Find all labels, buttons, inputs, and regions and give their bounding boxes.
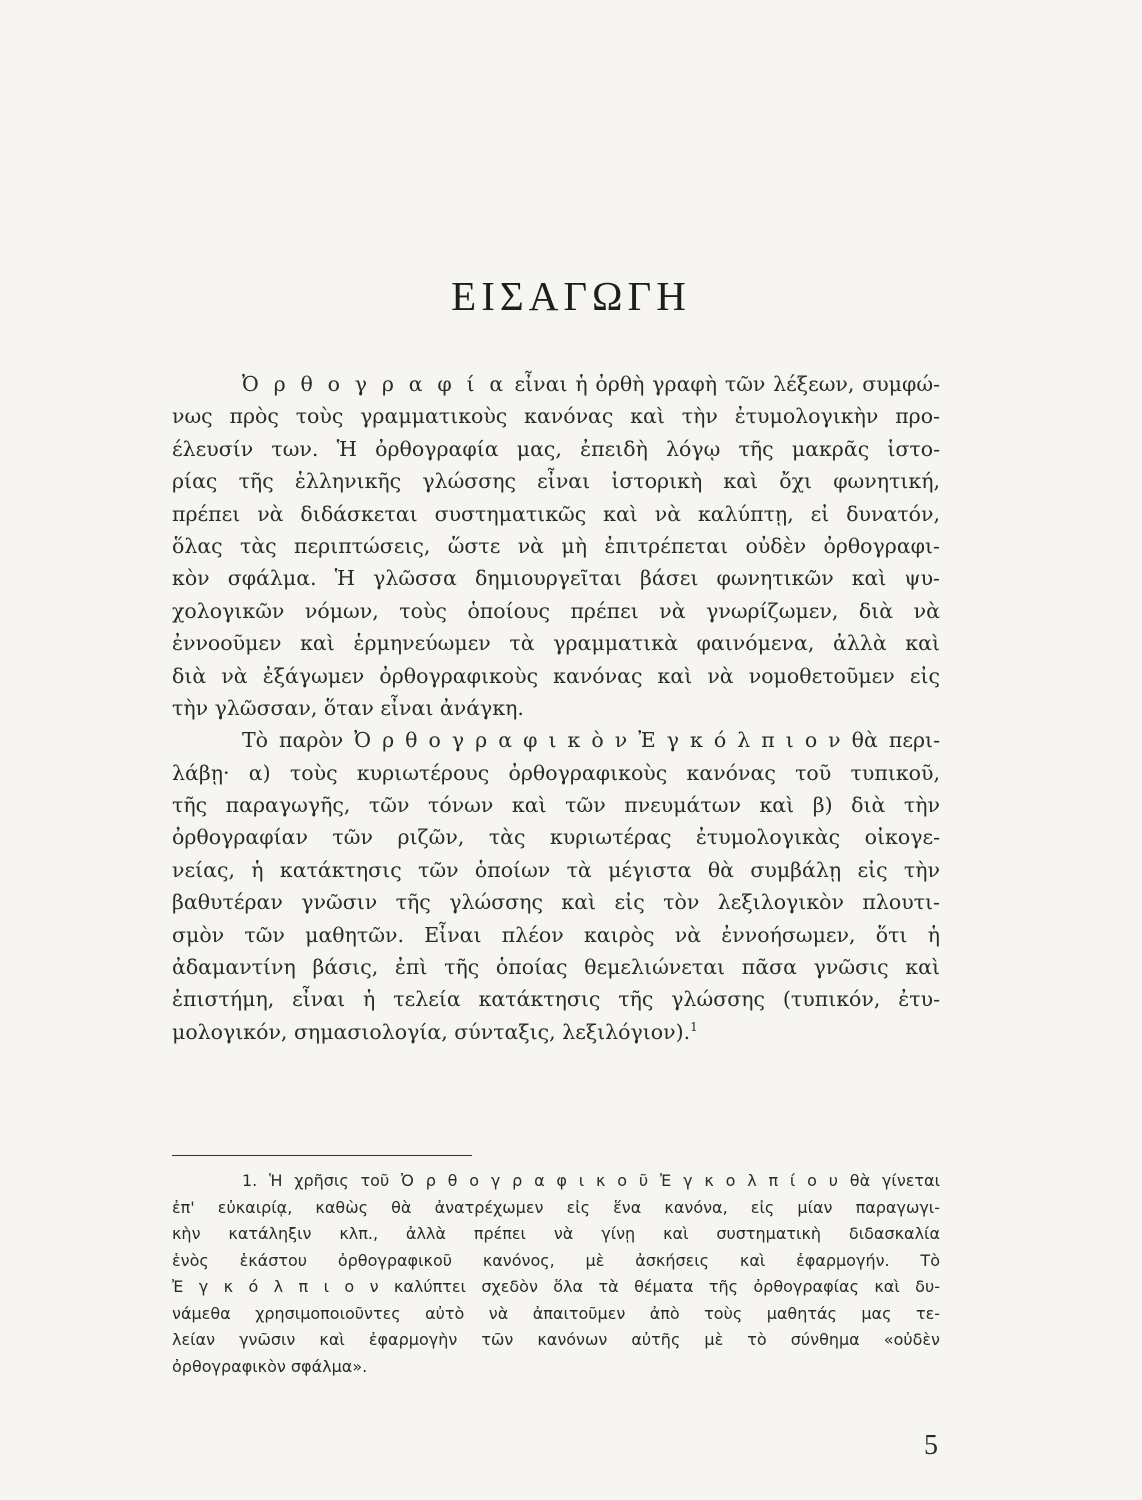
- text-line: νως πρὸς τοὺς γραμματικοὺς κανόνας καὶ τὴν ἐτυμολογικὴν προ-: [172, 404, 940, 429]
- footnote-line: 1. Ἡ χρῆσις τοῦ Ὀ ρ θ ο γ ρ α φ ι κ ο ῦ Ἐ γ κ ο λ π ί ο υ θὰ γίνεται: [242, 1171, 940, 1190]
- footnote-reference: 1: [690, 1019, 698, 1034]
- text-line: Τὸ παρὸν Ὀ ρ θ ο γ ρ α φ ι κ ὸ ν Ἐ γ κ ό λ π ι ο ν θὰ περι-: [242, 728, 940, 753]
- page-number: 5: [924, 1430, 938, 1461]
- footnote-line: νάμεθα χρησιμοποιοῦντες αὐτὸ νὰ ἀπαιτοῦμεν ἀπὸ τοὺς μαθητάς μας τε-: [172, 1303, 940, 1323]
- text-line: ὅλας τὰς περιπτώσεις, ὥστε νὰ μὴ ἐπιτρέπεται οὐδὲν ὀρθογραφι-: [172, 533, 940, 558]
- text-line: βαθυτέραν γνῶσιν τῆς γλώσσης καὶ εἰς τὸν λεξιλογικὸν πλουτι-: [172, 890, 940, 915]
- footnote: [172, 1168, 940, 1380]
- footnote-line: ἑνὸς ἑκάστου ὀρθογραφικοῦ κανόνος, μὲ ἀσκήσεις καὶ ἐφαρμογήν. Τὸ: [172, 1250, 940, 1270]
- footnote-line: ὀρθογραφικὸν σφάλμα».: [172, 1356, 368, 1376]
- text-line: χολογικῶν νόμων, τοὺς ὁποίους πρέπει νὰ γνωρίζωμεν, διὰ νὰ: [172, 598, 940, 623]
- main-text: [172, 368, 940, 1048]
- text-line: έλευσίν των. Ἡ ὀρθογραφία μας, ἐπειδὴ λόγῳ τῆς μακρᾶς ἱστο-: [172, 436, 940, 461]
- text-line: τὴν γλῶσσαν, ὅταν εἶναι ἀνάγκη.: [172, 695, 524, 720]
- footnote-line: λείαν γνῶσιν καὶ ἐφαρμογὴν τῶν κανόνων αὐτῆς μὲ τὸ σύνθημα «οὐδὲν: [172, 1330, 940, 1349]
- text-line-content: μολογικόν, σημασιολογία, σύνταξις, λεξιλόγιον): [172, 1019, 684, 1044]
- text-line: κὸν σφάλμα. Ἡ γλῶσσα δημιουργεῖται βάσει φωνητικῶν καὶ ψυ-: [172, 566, 940, 591]
- text-line: λάβῃ· α) τοὺς κυριωτέρους ὀρθογραφικοὺς κανόνας τοῦ τυπικοῦ,: [172, 760, 940, 785]
- text-line: [172, 368, 940, 400]
- text-line: νείας, ἡ κατάκτησις τῶν ὁποίων τὰ μέγιστα θὰ συμβάλῃ εἰς τὴν: [172, 857, 940, 882]
- text-line: διὰ νὰ ἐξάγωμεν ὀρθογραφικοὺς κανόνας καὶ νὰ νομοθετοῦμεν εἰς: [172, 663, 940, 688]
- text-line: ἐννοοῦμεν καὶ ἑρμηνεύωμεν τὰ γραμματικὰ φαινόμενα, ἀλλὰ καὶ: [172, 631, 940, 656]
- text-line: ὀρθογραφίαν τῶν ριζῶν, τὰς κυριωτέρας ἐτυμολογικὰς οἰκογε-: [172, 825, 940, 850]
- text-line: μολογικόν, σημασιολογία, σύνταξις, λεξιλόγιον).$^1$: [172, 1019, 698, 1044]
- emphasized-term: Ὀ ρ θ ο γ ρ α φ ί α: [242, 372, 507, 396]
- footnote-line: ἐπ' εὐκαιρίᾳ, καθὼς θὰ ἀνατρέχωμεν εἰς ἕνα κανόνα, εἰς μίαν παραγωγι-: [172, 1197, 940, 1217]
- text-line: τῆς παραγωγῆς, τῶν τόνων καὶ τῶν πνευμάτων καὶ β) διὰ τὴν: [172, 793, 940, 818]
- text-line: σμὸν τῶν μαθητῶν. Εἶναι πλέον καιρὸς νὰ ἐννοήσωμεν, ὅτι ἡ: [172, 922, 940, 947]
- text-line: ἀδαμαντίνη βάσις, ἐπὶ τῆς ὁποίας θεμελιώνεται πᾶσα γνῶσις καὶ: [172, 955, 940, 980]
- page-title: ΕΙΣΑΓΩΓΗ: [451, 273, 691, 319]
- footnote-line: κὴν κατάληξιν κλπ., ἀλλὰ πρέπει νὰ γίνῃ καὶ συστηματικὴ διδασκαλία: [172, 1224, 940, 1243]
- text-line: ἐπιστήμη, εἶναι ἡ τελεία κατάκτησις τῆς γλώσσης (τυπικόν, ἐτυ-: [172, 987, 940, 1012]
- text-line-content: εἶναι ἡ ὀρθὴ γραφὴ τῶν λέξεων, συμφώ-: [506, 372, 940, 396]
- text-line: ρίας τῆς ἑλληνικῆς γλώσσης εἶναι ἱστορικὴ καὶ ὄχι φωνητική,: [172, 469, 940, 494]
- footnote-line: Ἐ γ κ ό λ π ι ο ν καλύπτει σχεδὸν ὅλα τὰ θέματα τῆς ὀρθογραφίας καὶ δυ-: [172, 1277, 940, 1296]
- text-line: πρέπει νὰ διδάσκεται συστηματικῶς καὶ νὰ καλύπτῃ, εἰ δυνατόν,: [172, 501, 940, 526]
- footnote-divider: [172, 1155, 472, 1156]
